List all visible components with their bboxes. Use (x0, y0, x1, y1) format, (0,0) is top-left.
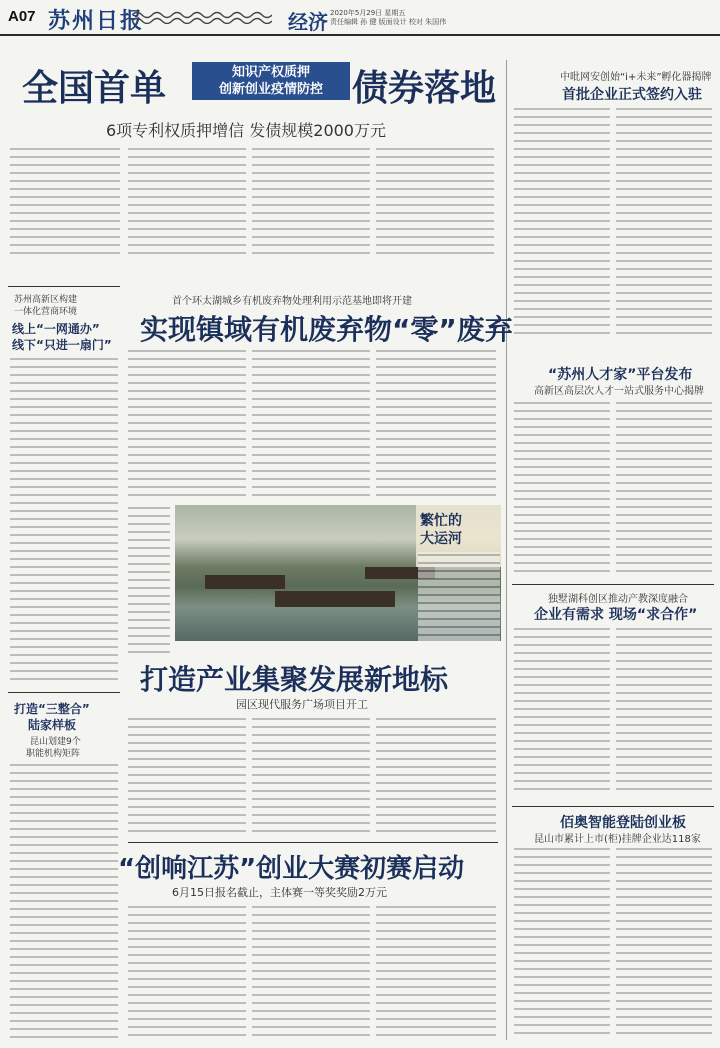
article2-body-col1 (128, 348, 246, 498)
side-mid2-kicker: 独墅湖科创区推动产教深度融合 (548, 594, 688, 605)
barge-shape (205, 575, 285, 589)
newspaper-name: 苏州日报 (48, 8, 145, 34)
side-bottom-rule (512, 806, 714, 807)
side-mid-body-col1 (514, 400, 610, 576)
article3-title: 打造产业集聚发展新地标 (140, 663, 449, 696)
photo-caption-text (418, 552, 500, 642)
article4-body-col1 (128, 904, 246, 1040)
left-col-title1: 线上“一网通办” (12, 322, 100, 336)
photo-title-line1: 繁忙的 (420, 513, 462, 529)
side-mid2-body-col1 (514, 626, 610, 796)
article2-kicker: 首个环太湖城乡有机废弃物处理利用示范基地即将开建 (172, 296, 412, 307)
left-col2-body (10, 762, 118, 1040)
article2-body-col4 (128, 505, 170, 653)
article4-body-col3 (376, 904, 496, 1040)
article3-body-col3 (376, 716, 496, 836)
lead-title-box (192, 62, 350, 100)
lead-box-line2: 创新创业疫情防控 (218, 82, 323, 97)
left-col2-sub2: 职能机构矩阵 (26, 749, 81, 759)
article4-body-col2 (252, 904, 370, 1040)
left-col2-rule (8, 692, 120, 693)
issue-date: 2020年5月29日 星期五 (330, 9, 406, 17)
side-bottom-body-col2 (616, 846, 712, 1040)
side-mid-title: “苏州人才家”平台发布 (548, 367, 693, 383)
wave-ornament-icon (132, 10, 272, 24)
left-col2-title2: 陆家样板 (28, 718, 77, 732)
article4-rule (128, 842, 498, 843)
lead-subtitle: 6项专利权质押增信 发债规模2000万元 (106, 121, 386, 140)
article2-body-col2 (252, 348, 370, 498)
lead-title-left: 全国首单 (22, 68, 167, 109)
barge-shape (275, 591, 395, 607)
side-mid-subtitle: 高新区高层次人才一站式服务中心揭牌 (534, 386, 704, 397)
lead-body-col4 (376, 146, 494, 256)
lead-body-col1 (10, 146, 120, 256)
editor-credits: 责任编辑 孙 健 版面设计 校对 朱国伟 (330, 18, 447, 26)
left-col-rule (8, 286, 120, 287)
article3-body-col1 (128, 716, 246, 836)
side-bottom-title: 佰奥智能登陆创业板 (560, 815, 686, 831)
left-col2-title1: 打造“三整合” (14, 702, 90, 716)
side-mid2-rule (512, 584, 714, 585)
side-mid2-body-col2 (616, 626, 712, 796)
left-col-kicker2: 一体化营商环境 (14, 307, 78, 317)
side-top-kicker: 中吡网安创始“i+未来”孵化器揭牌 (560, 72, 712, 83)
photo-title (420, 512, 462, 548)
page-number: A07 (8, 8, 36, 25)
side-mid2-title: 企业有需求 现场“求合作” (534, 607, 698, 623)
article2-title: 实现镇域有机废弃物“零”废弃 (140, 313, 513, 346)
left-col-title2: 线下“只进一扇门” (12, 338, 112, 352)
lead-box-line1: 知识产权质押 (231, 65, 310, 80)
left-col2-sub1: 昆山划建9个 (30, 737, 81, 747)
lead-body-col3 (252, 146, 370, 256)
lead-title-right: 债券落地 (352, 68, 497, 109)
right-rail-divider (506, 60, 507, 1040)
side-bottom-body-col1 (514, 846, 610, 1040)
section-title: 经济 (288, 10, 328, 34)
side-top-body-col1 (514, 106, 610, 336)
side-top-title: 首批企业正式签约入驻 (562, 87, 702, 103)
article2-body-col3 (376, 348, 496, 498)
side-mid-body-col2 (616, 400, 712, 576)
side-top-body-col2 (616, 106, 712, 336)
left-col-kicker1: 苏州高新区构建 (14, 295, 78, 305)
photo-title-line2: 大运河 (420, 531, 462, 547)
article3-body-col2 (252, 716, 370, 836)
left-col-body1 (10, 356, 118, 686)
article4-title: “创响江苏”创业大赛初赛启动 (118, 854, 465, 884)
article3-subtitle: 园区现代服务广场项目开工 (236, 698, 368, 711)
lead-body-col2 (128, 146, 246, 256)
side-bottom-subtitle: 昆山市累计上市(柜)挂牌企业达118家 (534, 834, 701, 845)
article4-subtitle: 6月15日报名截止，主体赛一等奖奖励2万元 (172, 886, 387, 899)
